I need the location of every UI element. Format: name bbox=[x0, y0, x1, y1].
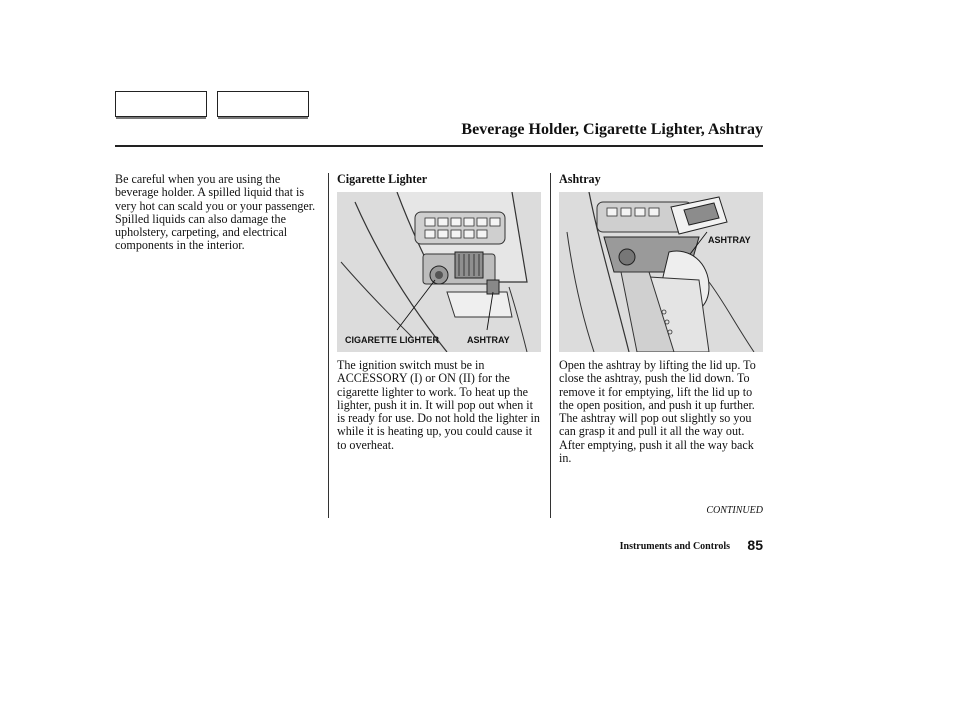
console-lighter-drawing bbox=[337, 192, 541, 352]
nav-tab-2[interactable] bbox=[217, 91, 309, 117]
nav-tab-1[interactable] bbox=[115, 91, 207, 117]
cigarette-lighter-text: The ignition switch must be in ACCESSORY (I) or ON (II) for the cigarette lighter to work. To heat up the lighter, push it in. It will pop out when it is ready for use. Do not hold the lighter in while it is heating up, you could cause it to overheat. bbox=[337, 358, 540, 452]
callout-ashtray: ASHTRAY bbox=[708, 235, 751, 245]
callout-cigarette-lighter: CIGARETTE LIGHTER bbox=[345, 335, 439, 345]
section-name: Instruments and Controls bbox=[619, 541, 730, 552]
ashtray-heading: Ashtray bbox=[559, 172, 601, 186]
ashtray-text: Open the ashtray by lifting the lid up. To close the ashtray, push the lid down. To remove it for emptying, lift the lid up to the open position, and push it up further. The ashtray will pop out slightly so you can grasp it and pull it all the way out. After emptying, push it all the way back in. bbox=[559, 358, 756, 466]
continued-label: CONTINUED bbox=[706, 505, 763, 516]
cigarette-lighter-heading: Cigarette Lighter bbox=[337, 172, 428, 186]
callout-ashtray: ASHTRAY bbox=[467, 335, 510, 345]
console-ashtray-drawing bbox=[559, 192, 763, 352]
column-divider-1 bbox=[328, 173, 329, 518]
beverage-warning-text: Be careful when you are using the beverage holder. A spilled liquid that is very hot can scald you or your passenger. Spilled liquids can also damage the upholstery, carpeting, and electrical components in the interior. bbox=[115, 172, 316, 253]
column-divider-2 bbox=[550, 173, 551, 518]
header-rule bbox=[115, 145, 763, 147]
page-number: 85 bbox=[747, 537, 763, 553]
cigarette-lighter-illustration bbox=[337, 192, 541, 352]
page-title: Beverage Holder, Cigarette Lighter, Ashtray bbox=[461, 121, 763, 138]
ashtray-illustration bbox=[559, 192, 763, 352]
